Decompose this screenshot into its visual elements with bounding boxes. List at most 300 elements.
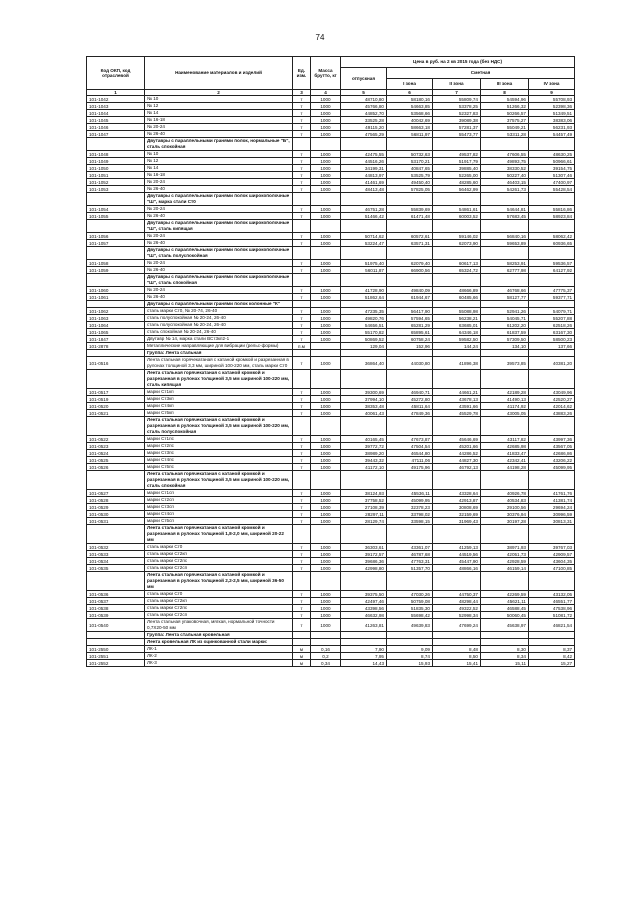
- zone-3-price-cell: 46159,14: [481, 565, 529, 572]
- zone-4-price-cell: 55428,54: [529, 186, 575, 193]
- release-price-cell: 40061,43: [341, 410, 387, 417]
- unit-cell: т: [293, 518, 311, 525]
- zone-2-price-cell: 43678,13: [433, 396, 481, 403]
- zone-3-price-cell: 62777,98: [481, 267, 529, 274]
- release-price-cell: 28297,11: [341, 511, 387, 518]
- material-name-cell: сталь марки Ст2сп: [145, 565, 293, 572]
- unit-cell: т: [293, 464, 311, 471]
- mass-cell: [311, 632, 341, 639]
- unit-cell: т: [293, 260, 311, 267]
- zone-3-price-cell: 45621,11: [481, 598, 529, 605]
- zone-1-price-cell: 45272,80: [387, 396, 433, 403]
- zone-3-price-cell: 8,34: [481, 653, 529, 660]
- release-price-cell: 36303,61: [341, 544, 387, 551]
- material-name-cell: Лента стальная горячекатаная с катаной кромкой и разрезанная в рулонах толщиной 1,8-2,0 мм, шириной 20-22 мм: [145, 525, 293, 544]
- table-row: [87, 308, 575, 315]
- zone-1-price-cell: 32378,23: [387, 504, 433, 511]
- okp-code-cell: 101-0519: [87, 396, 145, 403]
- mass-cell: 1000: [311, 151, 341, 158]
- table-row: [87, 591, 575, 598]
- zone-4-price-cell: 46821,54: [529, 619, 575, 632]
- group-heading-row: [87, 247, 575, 260]
- column-number: 8: [481, 90, 529, 96]
- table-row: [87, 551, 575, 558]
- group-heading-row: [87, 370, 575, 389]
- group-heading-row: [87, 417, 575, 436]
- zone-2-price-cell: 46792,13: [433, 464, 481, 471]
- zone-1-price-cell: 50759,08: [387, 598, 433, 605]
- zone-4-price-cell: 45099,95: [529, 464, 575, 471]
- zone-2-price-cell: 51917,79: [433, 158, 481, 165]
- zone-4-price-cell: 48630,25: [529, 151, 575, 158]
- page-number: 74: [315, 33, 325, 42]
- zone-4-price-cell: 60936,65: [529, 240, 575, 247]
- table-row: [87, 464, 575, 471]
- zone-4-price-cell: [529, 193, 575, 206]
- okp-code-cell: 101-1060: [87, 287, 145, 294]
- zone-1-price-cell: 65895,61: [387, 329, 433, 336]
- unit-cell: т: [293, 450, 311, 457]
- zone-2-price-cell: 49322,52: [433, 605, 481, 612]
- material-name-cell: марки Ст2сп: [145, 497, 293, 504]
- unit-cell: т: [293, 551, 311, 558]
- material-name-cell: марки Ст4сп: [145, 511, 293, 518]
- zone-1-price-cell: 60572,61: [387, 233, 433, 240]
- zone-4-price-cell: 43132,05: [529, 591, 575, 598]
- zone-2-price-cell: [433, 350, 481, 357]
- release-price-cell: 39686,36: [341, 558, 387, 565]
- okp-code-cell: 101-1062: [87, 308, 145, 315]
- zone-4-price-cell: 56231,93: [529, 124, 575, 131]
- group-heading-row: [87, 193, 575, 206]
- mass-cell: 1000: [311, 131, 341, 138]
- zone-2-price-cell: 44286,52: [433, 450, 481, 457]
- unit-cell: п.м: [293, 343, 311, 350]
- mass-cell: 1000: [311, 612, 341, 619]
- mass-cell: 1000: [311, 267, 341, 274]
- table-row: [87, 436, 575, 443]
- unit-cell: т: [293, 504, 311, 511]
- mass-cell: 1000: [311, 565, 341, 572]
- okp-code-cell: 101-0539: [87, 612, 145, 619]
- zone-1-price-cell: 46787,68: [387, 551, 433, 558]
- zone-4-price-cell: 51081,72: [529, 612, 575, 619]
- zone-4-price-cell: 43049,96: [529, 389, 575, 396]
- zone-1-price-cell: [387, 417, 433, 436]
- mass-cell: 1000: [311, 260, 341, 267]
- zone-3-price-cell: [481, 220, 529, 233]
- table-row: [87, 653, 575, 660]
- zone-3-price-cell: [481, 632, 529, 639]
- zone-2-price-cell: 31969,43: [433, 518, 481, 525]
- unit-cell: т: [293, 117, 311, 124]
- zone-4-price-cell: 43604,35: [529, 558, 575, 565]
- okp-code-cell: 101-1054: [87, 206, 145, 213]
- mass-cell: 1000: [311, 336, 341, 343]
- zone-1-price-cell: 40042,69: [387, 117, 433, 124]
- unit-cell: т: [293, 396, 311, 403]
- mass-cell: 1000: [311, 605, 341, 612]
- release-price-cell: [341, 632, 387, 639]
- okp-code-cell: 101-1847: [87, 336, 145, 343]
- mass-cell: 1000: [311, 308, 341, 315]
- zone-1-price-cell: [387, 220, 433, 233]
- okp-code-cell: 101-1048: [87, 151, 145, 158]
- unit-cell: т: [293, 213, 311, 220]
- mass-cell: [311, 572, 341, 591]
- zone-3-price-cell: 134,10: [481, 343, 529, 350]
- unit-cell: т: [293, 158, 311, 165]
- mass-cell: 1000: [311, 329, 341, 336]
- mass-cell: [311, 525, 341, 544]
- zone-1-price-cell: 45536,11: [387, 490, 433, 497]
- zone-4-price-cell: 55816,86: [529, 206, 575, 213]
- release-price-cell: 47565,29: [341, 131, 387, 138]
- release-price-cell: 44813,97: [341, 172, 387, 179]
- release-price-cell: 54656,51: [341, 322, 387, 329]
- zone-1-price-cell: 40847,65: [387, 165, 433, 172]
- zone-1-price-cell: 152,96: [387, 343, 433, 350]
- table-row: [87, 558, 575, 565]
- zone-1-price-cell: 44030,80: [387, 357, 433, 370]
- okp-code-cell: 101-0522: [87, 436, 145, 443]
- okp-code-cell: 101-0533: [87, 551, 145, 558]
- zone-4-price-cell: 15,27: [529, 660, 575, 667]
- zone-1-price-cell: 49450,40: [387, 179, 433, 186]
- group-heading-row: [87, 525, 575, 544]
- material-name-cell: марки Ст5пс: [145, 464, 293, 471]
- release-price-cell: [341, 639, 387, 646]
- zone-4-price-cell: 64127,92: [529, 267, 575, 274]
- zone-2-price-cell: 56462,99: [433, 186, 481, 193]
- material-name-cell: № 16-18: [145, 172, 293, 179]
- zone-2-price-cell: 65324,72: [433, 267, 481, 274]
- table-row: [87, 612, 575, 619]
- zone-4-price-cell: 52398,36: [529, 103, 575, 110]
- zone-1-price-cell: 58663,18: [387, 124, 433, 131]
- zone-1-price-cell: [387, 471, 433, 490]
- material-name-cell: сталь полуспокойная № 20-24, 26-40: [145, 315, 293, 322]
- zone-3-price-cell: 42928,59: [481, 558, 529, 565]
- zone-1-price-cell: 63571,31: [387, 240, 433, 247]
- zone-2-price-cell: 43328,64: [433, 490, 481, 497]
- zone-1-price-cell: 33598,15: [387, 518, 433, 525]
- material-name-cell: марки Ст3кп: [145, 396, 293, 403]
- okp-code-cell: [87, 193, 145, 206]
- okp-code-cell: 101-0521: [87, 410, 145, 417]
- mass-cell: 1000: [311, 165, 341, 172]
- release-price-cell: 39172,57: [341, 551, 387, 558]
- mass-cell: [311, 274, 341, 287]
- zone-2-price-cell: 55088,98: [433, 308, 481, 315]
- header-zone-4: IV зона: [529, 79, 575, 90]
- okp-code-cell: 101-0523: [87, 443, 145, 450]
- mass-cell: 1000: [311, 450, 341, 457]
- mass-cell: 1000: [311, 518, 341, 525]
- zone-3-price-cell: 51266,32: [481, 103, 529, 110]
- zone-1-price-cell: [387, 525, 433, 544]
- material-name-cell: № 14: [145, 110, 293, 117]
- zone-2-price-cell: 45529,78: [433, 410, 481, 417]
- material-name-cell: сталь марки Ст0: [145, 544, 293, 551]
- zone-4-price-cell: 42686,86: [529, 450, 575, 457]
- mass-cell: 0,16: [311, 646, 341, 653]
- table-row: [87, 179, 575, 186]
- unit-cell: [293, 220, 311, 233]
- unit-cell: [293, 417, 311, 436]
- table-row: [87, 403, 575, 410]
- zone-4-price-cell: 30996,59: [529, 511, 575, 518]
- zone-2-price-cell: 41259,13: [433, 544, 481, 551]
- okp-code-cell: 101-1057: [87, 240, 145, 247]
- okp-code-cell: 101-1052: [87, 179, 145, 186]
- okp-code-cell: 101-1047: [87, 131, 145, 138]
- material-name-cell: Лента стальная горячекатаная с катаной кромкой и разрезанная в рулонах толщиной 2,2-2,5 мм, шириной 36-50 мм: [145, 572, 293, 591]
- okp-code-cell: [87, 274, 145, 287]
- table-row: [87, 287, 575, 294]
- mass-cell: 1000: [311, 213, 341, 220]
- material-name-cell: марки Ст1сп: [145, 490, 293, 497]
- zone-1-price-cell: 53568,66: [387, 110, 433, 117]
- zone-2-price-cell: [433, 632, 481, 639]
- zone-3-price-cell: 50266,57: [481, 110, 529, 117]
- table-row: [87, 511, 575, 518]
- okp-code-cell: 101-0520: [87, 403, 145, 410]
- material-name-cell: Двутавры с параллельными гранями полок широкополочные "Ш", сталь полуспокойная: [145, 247, 293, 260]
- unit-cell: т: [293, 294, 311, 301]
- zone-1-price-cell: 57594,65: [387, 315, 433, 322]
- zone-2-price-cell: 53378,25: [433, 103, 481, 110]
- column-number: 1: [87, 90, 145, 96]
- zone-4-price-cell: [529, 471, 575, 490]
- okp-code-cell: 101-1065: [87, 329, 145, 336]
- unit-cell: т: [293, 315, 311, 322]
- okp-code-cell: 101-0528: [87, 497, 145, 504]
- zone-1-price-cell: [387, 247, 433, 260]
- release-price-cell: [341, 220, 387, 233]
- unit-cell: т: [293, 179, 311, 186]
- zone-3-price-cell: 61202,20: [481, 322, 529, 329]
- okp-code-cell: 101-0527: [87, 490, 145, 497]
- zone-2-price-cell: 39885,40: [433, 165, 481, 172]
- unit-cell: [293, 350, 311, 357]
- zone-4-price-cell: 54457,49: [529, 131, 575, 138]
- zone-4-price-cell: [529, 138, 575, 151]
- zone-1-price-cell: 49639,83: [387, 619, 433, 632]
- zone-4-price-cell: [529, 632, 575, 639]
- okp-code-cell: [87, 301, 145, 308]
- zone-3-price-cell: 42342,41: [481, 457, 529, 464]
- zone-4-price-cell: 63167,30: [529, 329, 575, 336]
- zone-3-price-cell: 43005,05: [481, 410, 529, 417]
- table-row: [87, 565, 575, 572]
- zone-2-price-cell: 30808,69: [433, 504, 481, 511]
- header-zone-3: III зона: [481, 79, 529, 90]
- okp-code-cell: 101-1044: [87, 110, 145, 117]
- zone-1-price-cell: 33798,02: [387, 511, 433, 518]
- release-price-cell: 50869,52: [341, 336, 387, 343]
- material-name-cell: Металлические направляющие для вибрации (рельс-формы): [145, 343, 293, 350]
- material-name-cell: Двутавры с параллельными гранями полок, нормальные "Б", сталь спокойная: [145, 138, 293, 151]
- zone-3-price-cell: 29100,56: [481, 504, 529, 511]
- okp-code-cell: [87, 572, 145, 591]
- zone-2-price-cell: 64346,18: [433, 329, 481, 336]
- release-price-cell: 53224,47: [341, 240, 387, 247]
- zone-2-price-cell: 55473,77: [433, 131, 481, 138]
- unit-cell: м: [293, 660, 311, 667]
- release-price-cell: 39772,72: [341, 443, 387, 450]
- unit-cell: т: [293, 124, 311, 131]
- zone-1-price-cell: 61471,48: [387, 213, 433, 220]
- zone-1-price-cell: 60758,24: [387, 336, 433, 343]
- unit-cell: т: [293, 287, 311, 294]
- zone-2-price-cell: 44519,56: [433, 551, 481, 558]
- table-row: [87, 396, 575, 403]
- unit-cell: т: [293, 357, 311, 370]
- material-name-cell: сталь марки Ст2кп: [145, 598, 293, 605]
- material-name-cell: марки Ст2пс: [145, 443, 293, 450]
- mass-cell: [311, 138, 341, 151]
- zone-4-price-cell: 58062,42: [529, 233, 575, 240]
- material-name-cell: сталь спокойная № 20-24, 26-40: [145, 329, 293, 336]
- zone-4-price-cell: 54079,71: [529, 308, 575, 315]
- release-price-cell: 41461,69: [341, 179, 387, 186]
- group-heading-row: [87, 350, 575, 357]
- material-name-cell: № 12: [145, 103, 293, 110]
- okp-code-cell: 101-2878: [87, 343, 145, 350]
- table-row: [87, 294, 575, 301]
- table-row: [87, 443, 575, 450]
- zone-2-price-cell: 42913,87: [433, 497, 481, 504]
- unit-cell: [293, 639, 311, 646]
- zone-1-price-cell: [387, 639, 433, 646]
- header-code: Код ОКП, код отраслевой: [87, 57, 145, 90]
- mass-cell: 1000: [311, 389, 341, 396]
- unit-cell: [293, 370, 311, 389]
- release-price-cell: 55170,82: [341, 329, 387, 336]
- column-number: 2: [145, 90, 293, 96]
- zone-4-price-cell: 47400,97: [529, 179, 575, 186]
- release-price-cell: 42998,80: [341, 565, 387, 572]
- okp-code-cell: 101-2550: [87, 646, 145, 653]
- unit-cell: [293, 632, 311, 639]
- mass-cell: 1000: [311, 443, 341, 450]
- release-price-cell: [341, 471, 387, 490]
- table-row: [87, 336, 575, 343]
- material-name-cell: марки Ст3пс: [145, 450, 293, 457]
- release-price-cell: 48413,48: [341, 186, 387, 193]
- mass-cell: 1000: [311, 504, 341, 511]
- mass-cell: [311, 417, 341, 436]
- unit-cell: т: [293, 206, 311, 213]
- mass-cell: 1000: [311, 457, 341, 464]
- mass-cell: [311, 639, 341, 646]
- zone-3-price-cell: 58127,77: [481, 294, 529, 301]
- okp-code-cell: 101-0530: [87, 511, 145, 518]
- zone-2-price-cell: [433, 138, 481, 151]
- table-row: [87, 544, 575, 551]
- material-name-cell: № 20-24: [145, 260, 293, 267]
- table-row: [87, 497, 575, 504]
- zone-1-price-cell: 53525,79: [387, 172, 433, 179]
- zone-4-price-cell: 42014,62: [529, 403, 575, 410]
- release-price-cell: 39300,69: [341, 389, 387, 396]
- zone-4-price-cell: [529, 274, 575, 287]
- group-heading-row: [87, 274, 575, 287]
- release-price-cell: [341, 274, 387, 287]
- zone-3-price-cell: 42189,28: [481, 389, 529, 396]
- unit-cell: т: [293, 389, 311, 396]
- zone-3-price-cell: 37575,27: [481, 117, 529, 124]
- okp-code-cell: 101-1051: [87, 172, 145, 179]
- material-name-cell: Лента стальная горячекатаная с катаной кромкой и разрезанная в рулонах толщиной 3,5 мм шириной 100-220 мм, сталь полуспокойная: [145, 417, 293, 436]
- zone-2-price-cell: 60617,13: [433, 260, 481, 267]
- unit-cell: [293, 138, 311, 151]
- zone-2-price-cell: 39089,38: [433, 117, 481, 124]
- material-name-cell: сталь марки Ст2пс: [145, 558, 293, 565]
- okp-code-cell: 101-0529: [87, 504, 145, 511]
- mass-cell: 1000: [311, 490, 341, 497]
- table-row: [87, 267, 575, 274]
- zone-3-price-cell: 15,11: [481, 660, 529, 667]
- zone-1-price-cell: 47849,36: [387, 410, 433, 417]
- release-price-cell: [341, 193, 387, 206]
- mass-cell: 1000: [311, 403, 341, 410]
- zone-3-price-cell: 30376,94: [481, 511, 529, 518]
- zone-3-price-cell: 42269,59: [481, 591, 529, 598]
- release-price-cell: 45766,80: [341, 103, 387, 110]
- release-price-cell: [341, 301, 387, 308]
- zone-4-price-cell: 42520,27: [529, 396, 575, 403]
- zone-3-price-cell: 59653,89: [481, 240, 529, 247]
- zone-3-price-cell: 42685,98: [481, 443, 529, 450]
- zone-4-price-cell: 46551,77: [529, 598, 575, 605]
- mass-cell: 1000: [311, 357, 341, 370]
- zone-1-price-cell: 47673,87: [387, 436, 433, 443]
- unit-cell: т: [293, 165, 311, 172]
- okp-code-cell: 101-1058: [87, 260, 145, 267]
- unit-cell: т: [293, 186, 311, 193]
- material-name-cell: Группа: Лента стальная кровельная: [145, 632, 293, 639]
- release-price-cell: 56011,87: [341, 267, 387, 274]
- okp-code-cell: 101-0540: [87, 619, 145, 632]
- material-name-cell: Двутавры с параллельными гранями полок колонные "К": [145, 301, 293, 308]
- zone-1-price-cell: 43361,07: [387, 544, 433, 551]
- zone-3-price-cell: 61837,59: [481, 329, 529, 336]
- unit-cell: т: [293, 336, 311, 343]
- zone-4-price-cell: 43883,26: [529, 410, 575, 417]
- okp-code-cell: [87, 350, 145, 357]
- release-price-cell: 51862,64: [341, 294, 387, 301]
- okp-code-cell: 101-0534: [87, 558, 145, 565]
- okp-code-cell: 101-1064: [87, 322, 145, 329]
- zone-4-price-cell: 137,66: [529, 343, 575, 350]
- zone-1-price-cell: [387, 350, 433, 357]
- okp-code-cell: [87, 138, 145, 151]
- unit-cell: [293, 471, 311, 490]
- zone-4-price-cell: 47775,37: [529, 287, 575, 294]
- release-price-cell: 129,04: [341, 343, 387, 350]
- zone-4-price-cell: 8,42: [529, 653, 575, 660]
- zone-3-price-cell: [481, 350, 529, 357]
- zone-2-price-cell: 48285,60: [433, 179, 481, 186]
- zone-4-price-cell: 47538,96: [529, 605, 575, 612]
- zone-1-price-cell: 57825,05: [387, 186, 433, 193]
- zone-1-price-cell: 47763,31: [387, 558, 433, 565]
- mass-cell: [311, 247, 341, 260]
- okp-code-cell: 101-1049: [87, 158, 145, 165]
- unit-cell: т: [293, 565, 311, 572]
